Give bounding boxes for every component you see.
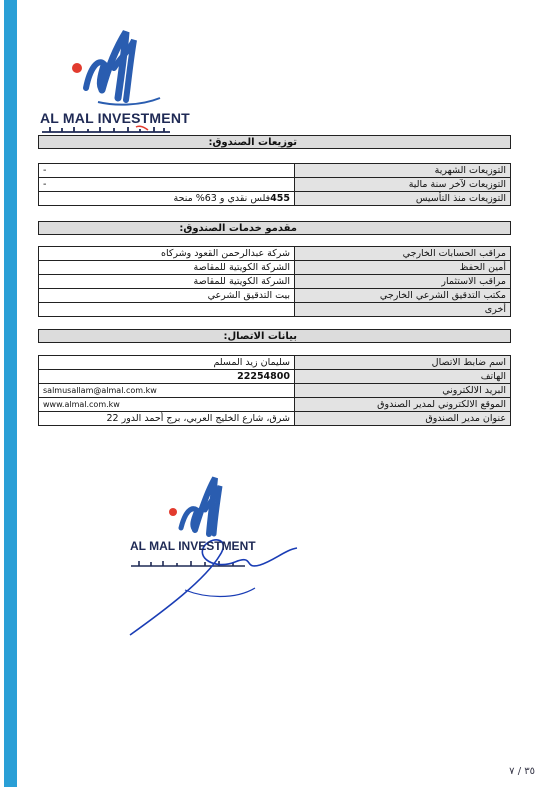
company-logo xyxy=(40,28,190,138)
contact-header-label: بيانات الاتصال: xyxy=(223,331,297,342)
row-label: أخرى xyxy=(295,303,511,317)
row-label: عنوان مدير الصندوق xyxy=(295,412,511,426)
stamp-mark-icon xyxy=(125,470,355,640)
logo-mark-icon xyxy=(40,28,180,110)
distributions-table xyxy=(38,163,511,206)
row-label: التوزيعات منذ التأسيس xyxy=(295,192,511,206)
table-row xyxy=(39,356,511,370)
contact-officer-value: سليمان زيد المسلم xyxy=(39,356,295,370)
table-row xyxy=(39,164,511,178)
providers-header xyxy=(38,221,511,235)
table-row xyxy=(39,398,511,412)
page-edge-bar xyxy=(4,0,17,787)
row-value: شركة عبدالرحمن القعود وشركاه xyxy=(39,247,295,261)
phone-value: 22254800 xyxy=(39,370,295,384)
distribution-text: فلس نقدي و 63% منحة xyxy=(173,193,271,204)
contact-header xyxy=(38,329,511,343)
contact-table xyxy=(38,355,511,426)
address-value: شرق، شارع الخليج العربي، برج أحمد الدور 22 xyxy=(39,412,295,426)
providers-table xyxy=(38,246,511,317)
row-label: أمين الحفظ xyxy=(295,261,511,275)
table-row xyxy=(39,303,511,317)
table-row xyxy=(39,261,511,275)
row-label: مكتب التدقيق الشرعي الخارجي xyxy=(295,289,511,303)
table-row xyxy=(39,247,511,261)
email-link[interactable]: salmusallam@almal.com.kw xyxy=(39,384,295,398)
page-number: ٣٥ / ٧ xyxy=(509,766,535,777)
distribution-amount: 455 xyxy=(270,193,290,204)
row-value xyxy=(39,192,295,206)
row-label: مراقب الاستثمار xyxy=(295,275,511,289)
row-value: بيت التدقيق الشرعي xyxy=(39,289,295,303)
distributions-header xyxy=(38,135,511,149)
row-label: البريد الالكتروني xyxy=(295,384,511,398)
row-label: التوزيعات لآخر سنة مالية xyxy=(295,178,511,192)
logo-arabic-script-icon xyxy=(40,125,172,134)
table-row xyxy=(39,275,511,289)
row-value: الشركة الكويتية للمقاصة xyxy=(39,275,295,289)
row-value xyxy=(39,303,295,317)
row-label: التوزيعات الشهرية xyxy=(295,164,511,178)
table-row xyxy=(39,178,511,192)
stamp-name-en: AL MAL INVESTMENT xyxy=(130,539,256,553)
table-row xyxy=(39,412,511,426)
row-value: - xyxy=(39,178,295,192)
website-link[interactable]: www.almal.com.kw xyxy=(39,398,295,412)
row-label: اسم ضابط الاتصال xyxy=(295,356,511,370)
providers-header-label: مقدمو خدمات الصندوق: xyxy=(179,223,297,234)
table-row xyxy=(39,192,511,206)
row-value: الشركة الكويتية للمقاصة xyxy=(39,261,295,275)
row-label: الهاتف xyxy=(295,370,511,384)
logo-name-en: AL MAL INVESTMENT xyxy=(40,110,190,126)
row-label: مراقب الحسابات الخارجي xyxy=(295,247,511,261)
table-row xyxy=(39,370,511,384)
row-value: - xyxy=(39,164,295,178)
company-stamp-signature xyxy=(125,470,355,640)
table-row xyxy=(39,289,511,303)
distributions-header-label: توزيعات الصندوق: xyxy=(208,137,297,148)
table-row xyxy=(39,384,511,398)
row-label: الموقع الالكتروني لمدير الصندوق xyxy=(295,398,511,412)
